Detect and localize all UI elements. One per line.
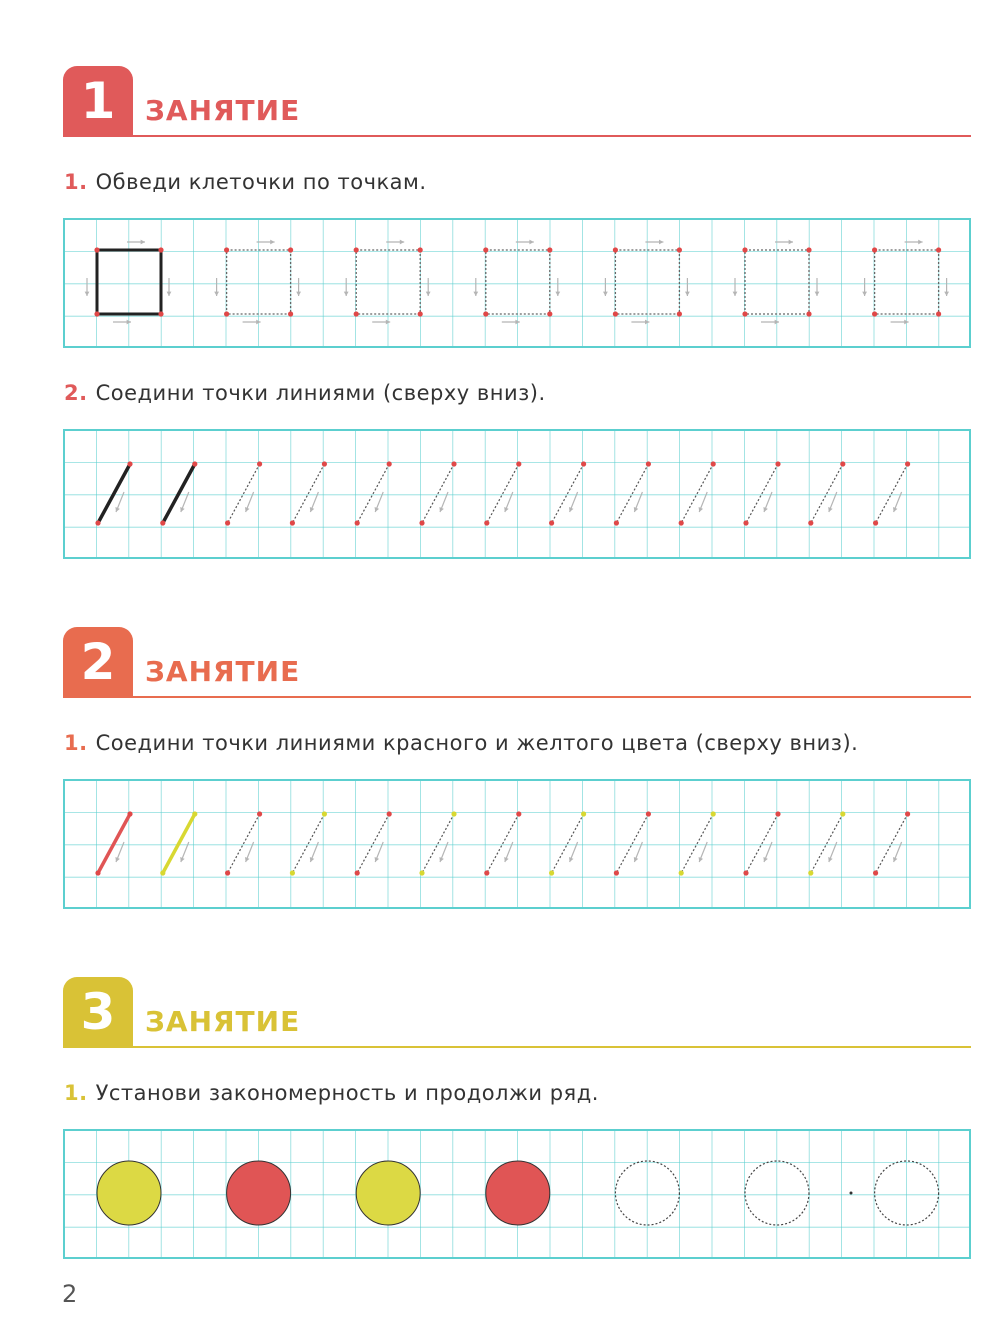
dotted-line <box>292 464 324 523</box>
dot <box>322 811 327 816</box>
dot <box>158 311 163 316</box>
dotted-line <box>681 814 713 873</box>
dotted-line <box>552 814 584 873</box>
dotted-line <box>746 464 778 523</box>
dot <box>127 461 132 466</box>
dot <box>808 870 813 875</box>
lesson-1-task-2 <box>64 381 546 405</box>
dot <box>225 870 230 875</box>
dot <box>711 461 716 466</box>
dot <box>677 247 682 252</box>
dotted-line <box>746 814 778 873</box>
dotted-line <box>422 814 454 873</box>
dot <box>711 811 716 816</box>
arrow-head-icon <box>473 292 478 296</box>
lesson-3-header <box>63 977 971 1049</box>
dotted-line <box>292 814 324 873</box>
lesson-1-header <box>63 66 971 138</box>
dotted-line <box>876 464 908 523</box>
dot <box>483 311 488 316</box>
arrow-head-icon <box>603 292 608 296</box>
dot <box>742 247 747 252</box>
task-number: 1. <box>64 1081 88 1105</box>
dot <box>94 247 99 252</box>
dotted-line <box>228 814 260 873</box>
dot <box>613 311 618 316</box>
dot <box>742 311 747 316</box>
arrow-head-icon <box>944 292 949 296</box>
arrow-head-icon <box>270 240 274 245</box>
page-number: 2 <box>62 1280 78 1308</box>
dot <box>547 311 552 316</box>
arrow-head-icon <box>862 292 867 296</box>
task-instruction: Установи закономерность и продолжи ряд. <box>95 1081 599 1105</box>
dot <box>484 520 489 525</box>
dot <box>806 247 811 252</box>
dot <box>257 811 262 816</box>
dot <box>614 520 619 525</box>
traced-line <box>98 814 130 873</box>
dot <box>581 811 586 816</box>
dotted-line <box>487 464 519 523</box>
slanted-lines-exercise-grid[interactable] <box>63 429 971 559</box>
filled-circle <box>227 1161 291 1225</box>
arrow-head-icon <box>918 240 922 245</box>
arrow-head-icon <box>344 292 349 296</box>
dotted-line <box>552 464 584 523</box>
dotted-line <box>357 464 389 523</box>
arrow-head-icon <box>659 240 663 245</box>
dot <box>547 247 552 252</box>
squares-exercise-grid[interactable] <box>63 218 971 348</box>
arrow-head-icon <box>296 292 301 296</box>
lesson-1-task-1 <box>64 170 427 194</box>
dot <box>419 520 424 525</box>
arrow-head-icon <box>214 292 219 296</box>
lesson-1-number-badge: 1 <box>63 66 133 136</box>
lesson-3-task-1 <box>64 1081 599 1105</box>
dot <box>516 811 521 816</box>
dot <box>872 247 877 252</box>
dot <box>224 311 229 316</box>
task-number: 1. <box>64 170 88 194</box>
dot <box>613 247 618 252</box>
arrow-head-icon <box>789 240 793 245</box>
dot <box>387 461 392 466</box>
dot <box>677 311 682 316</box>
dotted-line <box>876 814 908 873</box>
dot <box>288 311 293 316</box>
lesson-1-underline <box>63 135 971 137</box>
dotted-line <box>228 464 260 523</box>
lesson-2-task-1 <box>64 731 858 755</box>
dotted-line <box>616 814 648 873</box>
task-instruction: Соедини точки линиями красного и желтого цвета (сверху вниз). <box>95 731 859 755</box>
traced-line <box>163 464 195 523</box>
dot <box>850 1192 853 1195</box>
dotted-line <box>422 464 454 523</box>
dot <box>484 870 489 875</box>
dot <box>936 311 941 316</box>
dotted-line <box>811 464 843 523</box>
arrow-head-icon <box>555 292 560 296</box>
lesson-2-underline <box>63 696 971 698</box>
dot <box>679 520 684 525</box>
dot <box>290 520 295 525</box>
dot <box>158 247 163 252</box>
grid-border <box>64 219 970 347</box>
dot <box>775 811 780 816</box>
arrow-head-icon <box>167 292 172 296</box>
dot <box>775 461 780 466</box>
dot <box>290 870 295 875</box>
task-instruction: Обведи клеточки по точкам. <box>95 170 427 194</box>
dot <box>905 811 910 816</box>
dot <box>419 870 424 875</box>
traced-line <box>163 814 195 873</box>
dot <box>387 811 392 816</box>
dot <box>418 247 423 252</box>
dot <box>160 870 165 875</box>
dot <box>160 520 165 525</box>
dot <box>224 247 229 252</box>
arrow-head-icon <box>426 292 431 296</box>
lesson-3-number-badge: 3 <box>63 977 133 1047</box>
dot <box>581 461 586 466</box>
arrow-head-icon <box>400 240 404 245</box>
task-instruction: Соедини точки линиями (сверху вниз). <box>95 381 546 405</box>
dot <box>806 311 811 316</box>
lesson-3-title: ЗАНЯТИЕ <box>145 1005 301 1038</box>
dot <box>679 870 684 875</box>
filled-circle <box>356 1161 420 1225</box>
dot <box>840 811 845 816</box>
dot <box>646 461 651 466</box>
dot <box>354 247 359 252</box>
lesson-2-title: ЗАНЯТИЕ <box>145 655 301 688</box>
dotted-line <box>811 814 843 873</box>
dot <box>743 870 748 875</box>
traced-line <box>98 464 130 523</box>
dot <box>288 247 293 252</box>
arrow-head-icon <box>529 240 533 245</box>
dot <box>872 311 877 316</box>
task-number: 1. <box>64 731 88 755</box>
dot <box>873 870 878 875</box>
dot <box>418 311 423 316</box>
dot <box>549 870 554 875</box>
arrow-head-icon <box>141 240 145 245</box>
dot <box>808 520 813 525</box>
lesson-2-number-badge: 2 <box>63 627 133 697</box>
filled-circle <box>486 1161 550 1225</box>
dot <box>451 461 456 466</box>
arrow-head-icon <box>85 292 90 296</box>
dotted-line <box>357 814 389 873</box>
dot <box>355 520 360 525</box>
grid-border <box>64 430 970 558</box>
colored-lines-exercise-grid[interactable] <box>63 779 971 909</box>
dot <box>549 520 554 525</box>
dot <box>127 811 132 816</box>
filled-circle <box>97 1161 161 1225</box>
dot <box>483 247 488 252</box>
dot <box>322 461 327 466</box>
dot <box>840 461 845 466</box>
dot <box>516 461 521 466</box>
dot <box>451 811 456 816</box>
arrow-head-icon <box>685 292 690 296</box>
lesson-3-underline <box>63 1046 971 1048</box>
grid-border <box>64 780 970 908</box>
dotted-line <box>616 464 648 523</box>
dot <box>95 870 100 875</box>
dot <box>95 520 100 525</box>
dot <box>225 520 230 525</box>
lesson-1-title: ЗАНЯТИЕ <box>145 94 301 127</box>
task-number: 2. <box>64 381 88 405</box>
dot <box>192 811 197 816</box>
arrow-head-icon <box>815 292 820 296</box>
dot <box>355 870 360 875</box>
dot <box>257 461 262 466</box>
lesson-2-header <box>63 627 971 699</box>
dot <box>905 461 910 466</box>
dot <box>354 311 359 316</box>
dotted-line <box>681 464 713 523</box>
dotted-line <box>487 814 519 873</box>
arrow-head-icon <box>733 292 738 296</box>
dot <box>873 520 878 525</box>
dot <box>614 870 619 875</box>
dot <box>743 520 748 525</box>
circles-pattern-exercise-grid[interactable] <box>63 1129 971 1259</box>
dot <box>94 311 99 316</box>
dot <box>936 247 941 252</box>
dot <box>646 811 651 816</box>
dot <box>192 461 197 466</box>
